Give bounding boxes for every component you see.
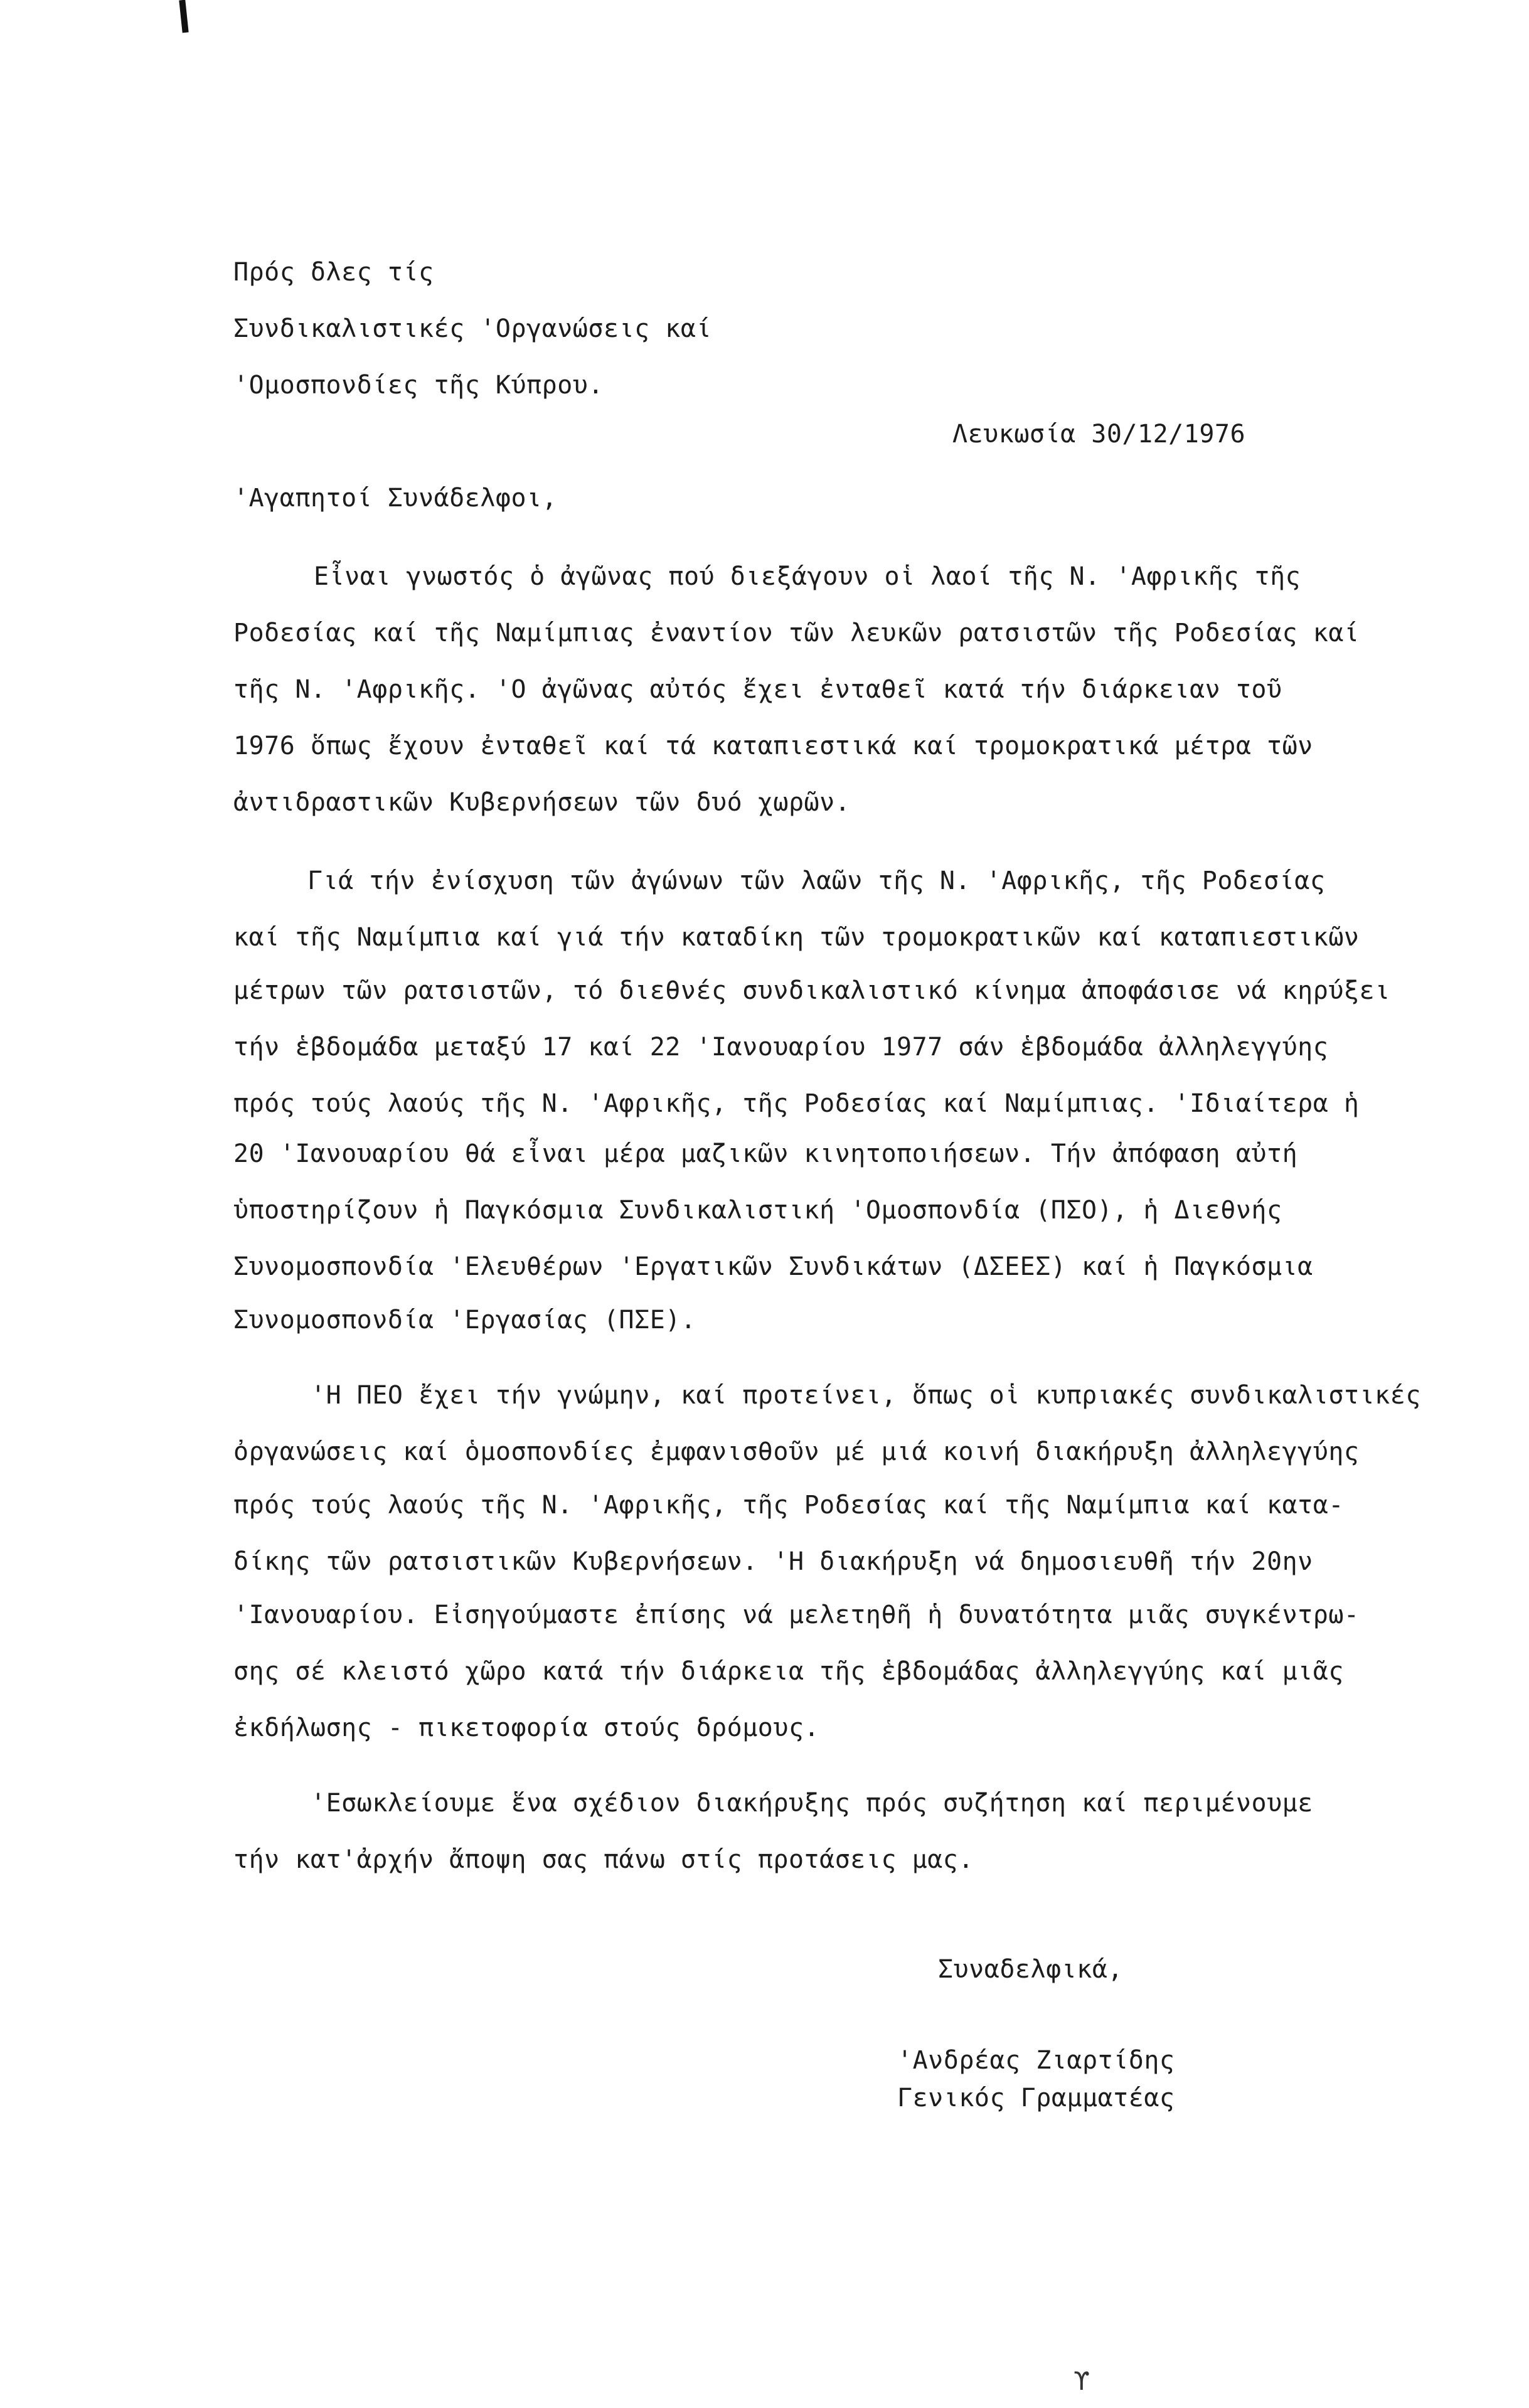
paragraph-4-line: 'Εσωκλείουμε ἕνα σχέδιον διακήρυξης πρός συζήτηση καί περιμένουμε xyxy=(311,1789,1313,1818)
paragraph-2-line: καί τῆς Ναμίμπια καί γιά τήν καταδίκη τῶν τρομοκρατικῶν καί καταπιεστικῶν xyxy=(233,923,1360,952)
paragraph-2-line: πρός τούς λαούς τῆς Ν. 'Αφρικῆς, τῆς Ροδεσίας καί Ναμίμπιας. 'Ιδιαίτερα ἡ xyxy=(233,1089,1360,1118)
paragraph-1-line: ἀντιδραστικῶν Κυβερνήσεων τῶν δυό χωρῶν. xyxy=(233,788,851,817)
paragraph-3-line: 'Ιανουαρίου. Εἰσηγούμαστε ἐπίσης νά μελετηθῆ ἡ δυνατότητα μιᾶς συγκέντρω- xyxy=(233,1601,1360,1629)
paragraph-2-line: τήν ἑβδομάδα μεταξύ 17 καί 22 'Ιανουαρίου 1977 σάν ἑβδομάδα ἀλληλεγγύης xyxy=(233,1033,1329,1062)
paragraph-4-line: τήν κατ'ἀρχήν ἄποψη σας πάνω στίς προτάσεις μας. xyxy=(233,1845,974,1874)
salutation: 'Αγαπητοί Συνάδελφοι, xyxy=(233,484,558,513)
paragraph-2-line: Συνομοσπονδία 'Ελευθέρων 'Εργατικῶν Συνδικάτων (ΔΣΕΕΣ) καί ἡ Παγκόσμια xyxy=(233,1252,1313,1281)
paragraph-1-line: τῆς Ν. 'Αφρικῆς. 'Ο ἀγῶνας αὐτός ἔχει ἐνταθεῖ κατά τήν διάρκειαν τοῦ xyxy=(233,675,1282,704)
closing: Συναδελφικά, xyxy=(938,1955,1123,1984)
paragraph-2-line: Συνομοσπονδία 'Εργασίας (ΠΣΕ). xyxy=(233,1306,696,1335)
paragraph-3-line: πρός τούς λαούς τῆς Ν. 'Αφρικῆς, τῆς Ροδεσίας καί τῆς Ναμίμπια καί κατα- xyxy=(233,1491,1344,1520)
paragraph-2-line: μέτρων τῶν ρατσιστῶν, τό διεθνές συνδικαλιστικό κίνημα ἀποφάσισε νά κηρύξει xyxy=(233,976,1390,1005)
addressee-line-1: Πρός δλες τίς xyxy=(233,258,434,287)
paragraph-3-line: ὀργανώσεις καί ὁμοσπονδίες ἐμφανισθοῦν μέ μιά κοινή διακήρυξη ἀλληλεγγύης xyxy=(233,1437,1360,1466)
paragraph-3-line: σης σέ κλειστό χῶρο κατά τήν διάρκεια τῆς ἑβδομάδας ἀλληλεγγύης καί μιᾶς xyxy=(233,1657,1344,1686)
paragraph-1-line: Εἶναι γνωστός ὁ ἀγῶνας πού διεξάγουν οἱ λαοί τῆς Ν. 'Αφρικῆς τῆς xyxy=(314,562,1301,591)
paragraph-2-line: 20 'Ιανουαρίου θά εἶναι μέρα μαζικῶν κινητοποιήσεων. Τήν ἀπόφαση αὐτή xyxy=(233,1139,1298,1168)
paragraph-3-line: 'Η ΠΕΟ ἔχει τήν γνώμην, καί προτείνει, ὅπως οἱ κυπριακές συνδικαλιστικές xyxy=(311,1381,1421,1410)
addressee-line-2: Συνδικαλιστικές 'Οργανώσεις καί xyxy=(233,314,712,343)
paragraph-1-line: Ροδεσίας καί τῆς Ναμίμπιας ἐναντίον τῶν λευκῶν ρατσιστῶν τῆς Ροδεσίας καί xyxy=(233,619,1360,647)
addressee-line-3: 'Ομοσπονδίες τῆς Κύπρου. xyxy=(233,371,604,400)
paragraph-3-line: ἐκδήλωσης - πικετοφορία στούς δρόμους. xyxy=(233,1713,820,1742)
signature-name: 'Ανδρέας Ζιαρτίδης xyxy=(897,2046,1175,2075)
page-mark: ϒ xyxy=(1074,2367,1090,2396)
paragraph-3-line: δίκης τῶν ρατσιστικῶν Κυβερνήσεων. 'Η διακήρυξη νά δημοσιευθῆ τήν 20ην xyxy=(233,1547,1313,1576)
paragraph-1-line: 1976 ὅπως ἔχουν ἐνταθεῖ καί τά καταπιεστικά καί τρομοκρατικά μέτρα τῶν xyxy=(233,732,1313,760)
date-line: Λευκωσία 30/12/1976 xyxy=(952,420,1246,449)
paragraph-2-line: Γιά τήν ἐνίσχυση τῶν ἀγώνων τῶν λαῶν τῆς Ν. 'Αφρικῆς, τῆς Ροδεσίας xyxy=(307,866,1326,895)
signature-title: Γενικός Γραμματέας xyxy=(897,2084,1175,2112)
paragraph-2-line: ὑποστηρίζουν ἡ Παγκόσμια Συνδικαλιστική 'Ομοσπονδία (ΠΣΟ), ἡ Διεθνής xyxy=(233,1196,1282,1225)
corner-ink-mark xyxy=(179,0,188,33)
